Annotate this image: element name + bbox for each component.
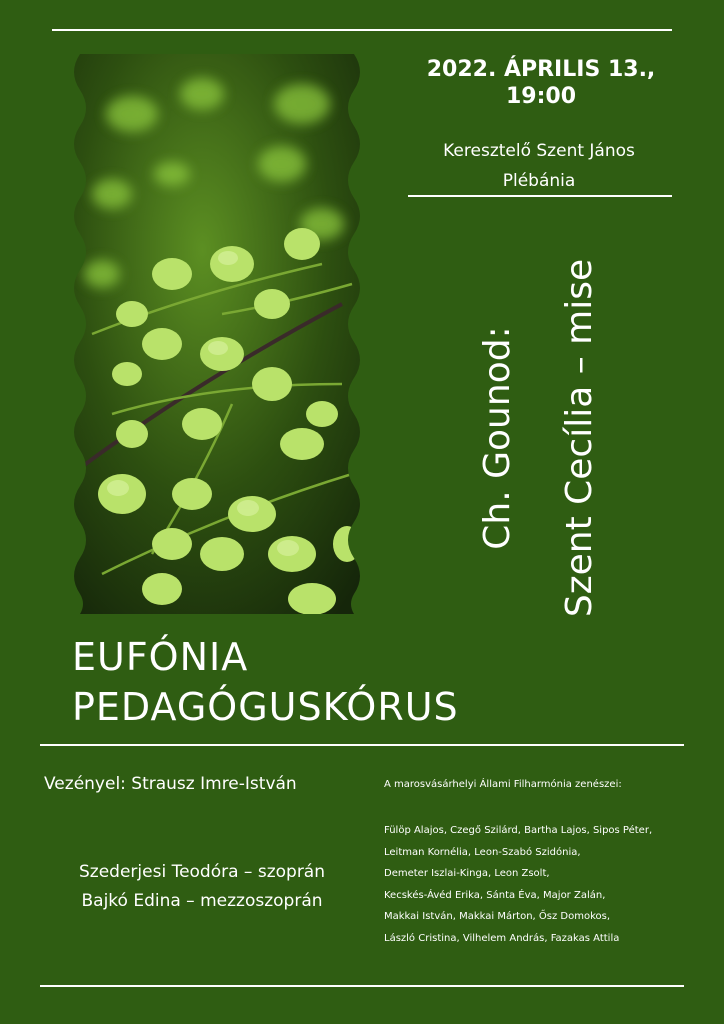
soloist: Bajkó Edina – mezzoszoprán [81,891,323,911]
orchestra-line: László Cristina, Vilhelem András, Fazakas Attila [384,932,620,944]
choir-name [72,632,459,732]
orchestra-line: Demeter Iszlai-Kinga, Leon Zsolt, [384,868,550,880]
orchestra-line: Kecskés-Ávéd Erika, Sánta Éva, Major Zalán, [384,889,606,901]
event-date-line: 2022. ÁPRILIS 13., [426,57,656,82]
fern-photo [72,54,362,614]
event-venue [408,136,670,196]
event-time: 19:00 [505,84,577,109]
orchestra-line: Makkai István, Makkai Márton, Ősz Domokos, [384,911,611,923]
venue-line: Plébánia [502,171,576,191]
soloists [42,858,362,916]
orchestra-line: Fülöp Alajos, Czegő Szilárd, Bartha Lajos, Sipos Péter, [384,825,653,836]
bottom-rule [40,985,684,987]
soloist: Szederjesi Teodóra – szoprán [79,862,325,882]
choir-name-line: PEDAGÓGUSKÓRUS [72,685,459,729]
middle-rule [40,744,684,746]
choir-name-line: EUFÓNIA [72,635,249,679]
composer-title: Ch. Gounod: [477,326,518,550]
orchestra-line: Leitman Kornélia, Leon-Szabó Szidónia, [384,846,581,858]
venue-line: Keresztelő Szent János [443,141,635,161]
orchestra-list [384,820,684,950]
conductor: Vezényel: Strausz Imre-István [44,774,297,794]
work-title: Szent Cecília – mise [559,258,600,618]
top-rule [52,29,672,31]
venue-rule [408,195,672,197]
orchestra-title: A marosvásárhelyi Állami Filharmónia zenészei: [384,779,622,790]
event-date [402,56,680,110]
